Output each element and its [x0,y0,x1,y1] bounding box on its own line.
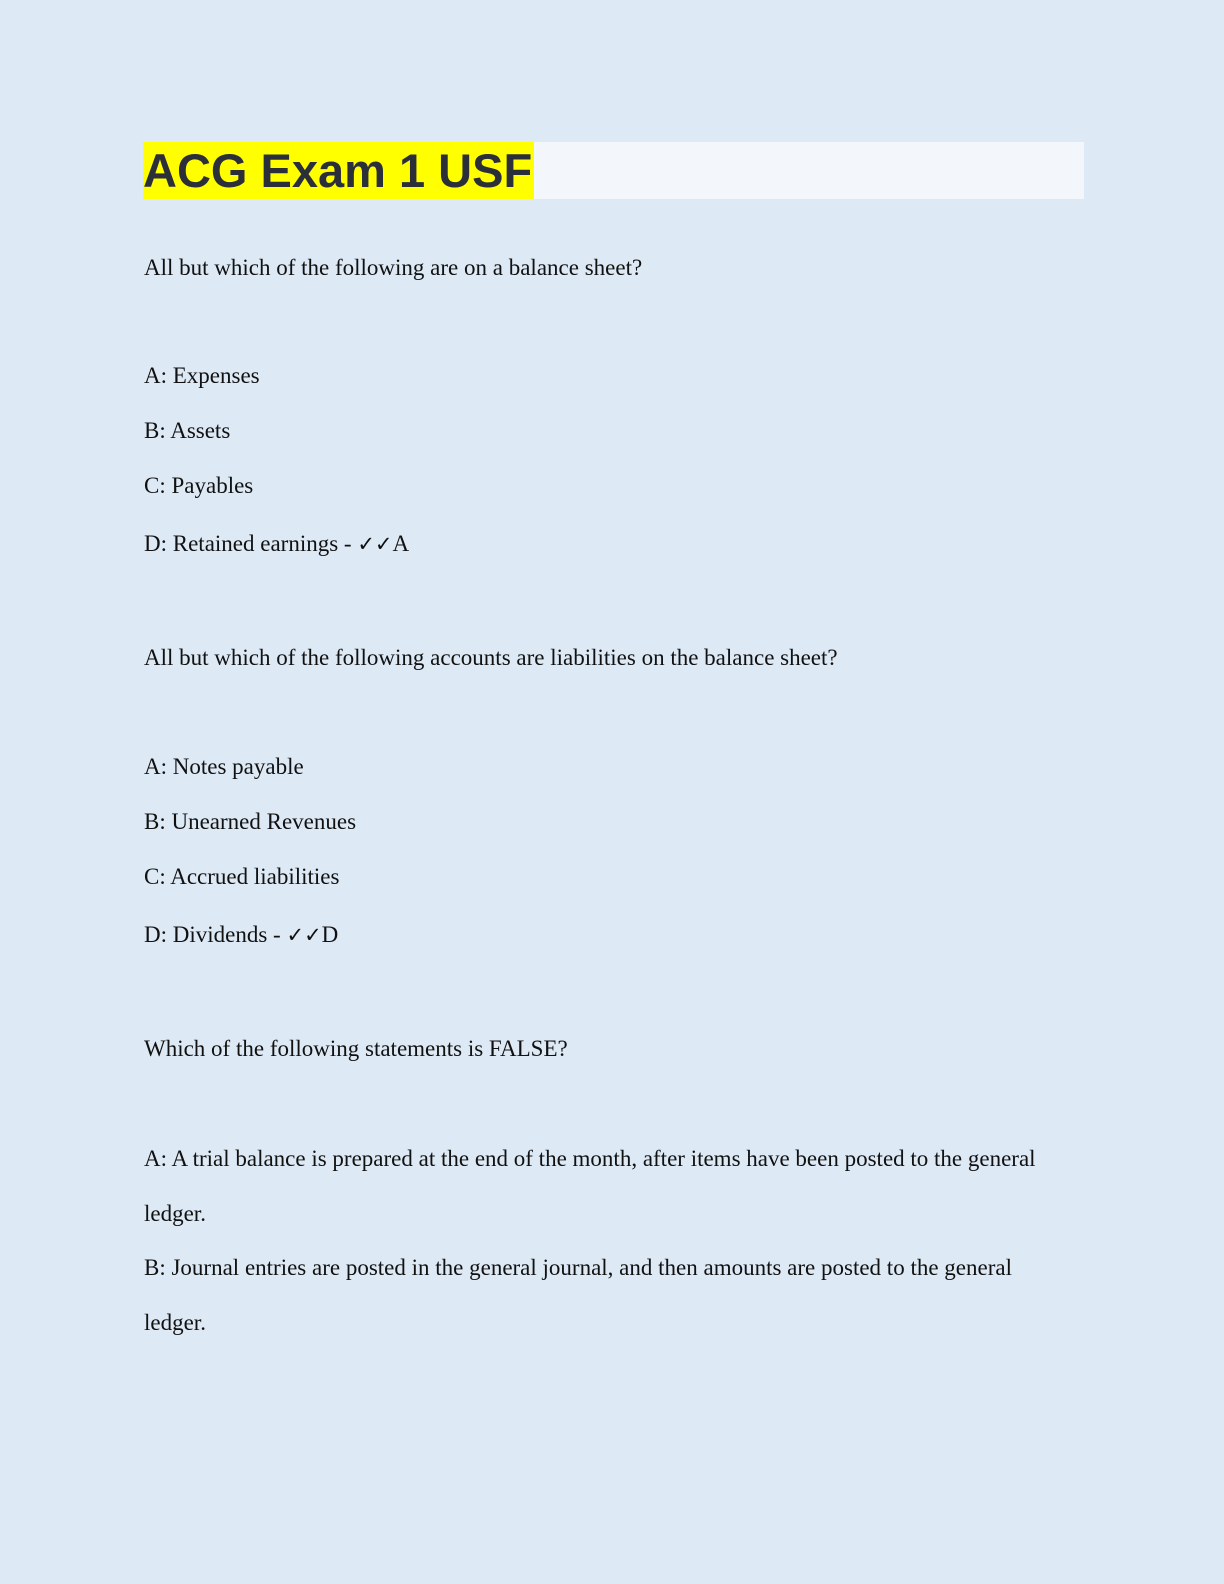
question-2-option-c: C: Accrued liabilities [144,864,340,889]
page-title: ACG Exam 1 USF [143,144,533,197]
question-2-prompt: All but which of the following accounts are liabilities on the balance sheet? [144,645,838,670]
question-2-option-d-row [144,921,338,949]
question-1-option-d: D: Retained earnings - [144,531,358,556]
question-1-option-a: A: Expenses [144,363,260,388]
question-3-option-a-line-1: A: A trial balance is prepared at the end of the month, after items have been posted to the general [144,1146,1036,1171]
question-1-option-d-row [144,530,409,558]
check-icon: ✓✓ [357,532,393,556]
check-icon: ✓✓ [286,923,322,947]
question-2-option-d: D: Dividends - [144,922,287,947]
question-2-option-a: A: Notes payable [144,754,304,779]
question-2-answer: D [321,922,339,947]
question-1-option-b: B: Assets [144,418,231,443]
question-1-answer: A [392,531,410,556]
question-3-option-a-line-2: ledger. [144,1201,206,1226]
question-1-prompt: All but which of the following are on a balance sheet? [144,255,643,280]
title-bar [143,142,1084,199]
question-2-option-b: B: Unearned Revenues [144,809,357,834]
question-1-option-c: C: Payables [144,473,254,498]
question-3-prompt: Which of the following statements is FALSE? [144,1036,568,1061]
question-3-option-b-line-2: ledger. [144,1310,206,1335]
question-3-option-b-line-1: B: Journal entries are posted in the general journal, and then amounts are posted to the general [144,1255,1012,1280]
